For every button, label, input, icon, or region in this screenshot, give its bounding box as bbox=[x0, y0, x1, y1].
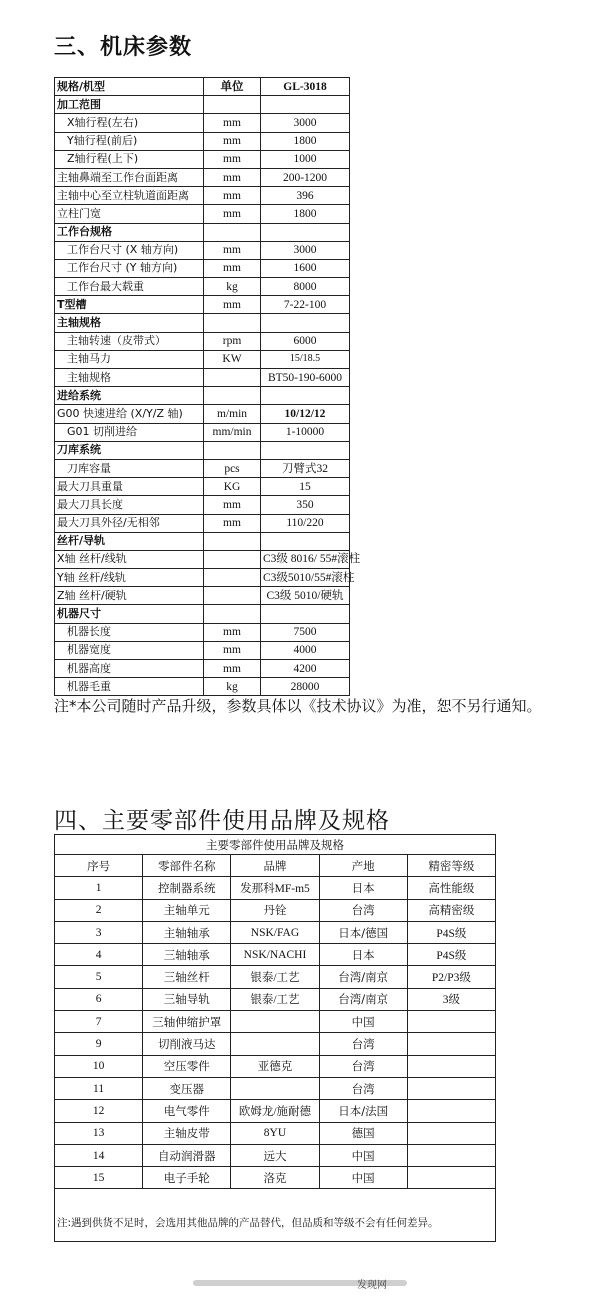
spec-row bbox=[55, 569, 350, 587]
spec-section-empty bbox=[204, 387, 261, 405]
spec-section-row bbox=[55, 532, 350, 550]
parts-row bbox=[55, 899, 496, 921]
parts-cell: 发那科MF-m5 bbox=[231, 877, 319, 899]
parts-note: 注:遇到供货不足时，会选用其他品牌的产品替代，但品质和等级不会有任何差异。 bbox=[55, 1203, 496, 1242]
parts-cell: 电子手轮 bbox=[143, 1167, 231, 1189]
spec-row bbox=[55, 623, 350, 641]
spec-section-empty bbox=[204, 605, 261, 623]
parts-cell: 银泰/工艺 bbox=[231, 988, 319, 1010]
spec-label: 最大刀具重量 bbox=[55, 478, 204, 496]
parts-cell: 中国 bbox=[319, 1144, 407, 1166]
parts-cell bbox=[231, 1033, 319, 1055]
parts-cell bbox=[231, 1011, 319, 1033]
spec-label: 机器高度 bbox=[55, 660, 204, 678]
parts-table-title: 主要零部件使用品牌及规格 bbox=[55, 835, 496, 855]
spec-value: 396 bbox=[261, 187, 350, 205]
parts-row bbox=[55, 988, 496, 1010]
parts-cell: 三轴丝杆 bbox=[143, 966, 231, 988]
spec-row bbox=[55, 459, 350, 477]
spec-unit: mm bbox=[204, 114, 261, 132]
spec-section-label: 主轴规格 bbox=[55, 314, 204, 332]
spec-row bbox=[55, 132, 350, 150]
parts-cell bbox=[407, 1055, 495, 1077]
spec-section-empty bbox=[261, 532, 350, 550]
parts-cell: 中国 bbox=[319, 1167, 407, 1189]
spec-value: 15/18.5 bbox=[261, 350, 350, 368]
spec-label: 机器宽度 bbox=[55, 641, 204, 659]
parts-row bbox=[55, 1122, 496, 1144]
spec-section-empty bbox=[261, 314, 350, 332]
spec-unit bbox=[204, 587, 261, 605]
parts-brand-table bbox=[54, 834, 496, 1242]
spec-section-label: 机器尺寸 bbox=[55, 605, 204, 623]
parts-cell: 丹铨 bbox=[231, 899, 319, 921]
parts-row bbox=[55, 1011, 496, 1033]
spec-unit: KG bbox=[204, 478, 261, 496]
spec-section-empty bbox=[204, 532, 261, 550]
spec-note: 注*本公司随时产品升级，参数具体以《技术协议》为准，恕不另行通知。 bbox=[54, 697, 542, 715]
spec-unit bbox=[204, 569, 261, 587]
spec-unit: mm bbox=[204, 496, 261, 514]
parts-row bbox=[55, 1144, 496, 1166]
spec-section-row bbox=[55, 387, 350, 405]
parts-cell: NSK/FAG bbox=[231, 921, 319, 943]
spec-section-empty bbox=[261, 223, 350, 241]
spec-row bbox=[55, 660, 350, 678]
parts-cell: 控制器系统 bbox=[143, 877, 231, 899]
spec-label: 工作台尺寸 (Y 轴方向) bbox=[55, 259, 204, 277]
spec-label: G01 切削进给 bbox=[55, 423, 204, 441]
spec-value: 1800 bbox=[261, 132, 350, 150]
spec-label: Z轴 丝杆/硬轨 bbox=[55, 587, 204, 605]
spec-label: 刀库容量 bbox=[55, 459, 204, 477]
parts-cell: 高性能级 bbox=[407, 877, 495, 899]
spec-label: 机器长度 bbox=[55, 623, 204, 641]
parts-header-cell: 精密等级 bbox=[407, 855, 495, 877]
parts-header-row bbox=[55, 855, 496, 877]
parts-cell: 高精密级 bbox=[407, 899, 495, 921]
spec-section-label: 丝杆/导轨 bbox=[55, 532, 204, 550]
spec-row bbox=[55, 550, 350, 568]
parts-row bbox=[55, 1055, 496, 1077]
parts-cell: 日本 bbox=[319, 877, 407, 899]
parts-cell bbox=[407, 1144, 495, 1166]
spec-row bbox=[55, 423, 350, 441]
spec-label: X轴行程(左右) bbox=[55, 114, 204, 132]
section-4-title: 四、主要零部件使用品牌及规格 bbox=[54, 808, 390, 834]
spec-value: BT50-190-6000 bbox=[261, 369, 350, 387]
spec-value: 1600 bbox=[261, 259, 350, 277]
spec-unit: mm bbox=[204, 641, 261, 659]
spec-label: G00 快速进给 (X/Y/Z 轴) bbox=[55, 405, 204, 423]
parts-cell: 10 bbox=[55, 1055, 143, 1077]
parts-cell: 自动润滑器 bbox=[143, 1144, 231, 1166]
parts-cell: P4S级 bbox=[407, 921, 495, 943]
spec-value: 1000 bbox=[261, 150, 350, 168]
machine-spec-table bbox=[54, 77, 361, 696]
parts-cell: 变压器 bbox=[143, 1077, 231, 1099]
parts-header-cell: 品牌 bbox=[231, 855, 319, 877]
spec-row bbox=[55, 168, 350, 186]
parts-cell bbox=[407, 1077, 495, 1099]
spec-unit: mm bbox=[204, 259, 261, 277]
parts-cell bbox=[407, 1011, 495, 1033]
spec-value: 1800 bbox=[261, 205, 350, 223]
spec-section-label: 进给系统 bbox=[55, 387, 204, 405]
spec-row bbox=[55, 296, 350, 314]
spec-section-empty bbox=[261, 387, 350, 405]
spec-row bbox=[55, 496, 350, 514]
spec-row bbox=[55, 259, 350, 277]
parts-row bbox=[55, 1100, 496, 1122]
spec-section-empty bbox=[204, 96, 261, 114]
parts-cell: 主轴皮带 bbox=[143, 1122, 231, 1144]
spec-value: 3000 bbox=[261, 114, 350, 132]
spec-unit bbox=[204, 369, 261, 387]
spec-label: 立柱门宽 bbox=[55, 205, 204, 223]
spec-value: 6000 bbox=[261, 332, 350, 350]
parts-cell: 9 bbox=[55, 1033, 143, 1055]
spec-value: 110/220 bbox=[261, 514, 350, 532]
spec-unit bbox=[204, 550, 261, 568]
parts-cell: 电气零件 bbox=[143, 1100, 231, 1122]
parts-cell: 主轴单元 bbox=[143, 899, 231, 921]
parts-cell: 主轴轴承 bbox=[143, 921, 231, 943]
spec-section-empty bbox=[204, 314, 261, 332]
spec-value: C3级 8016/ 55#滚柱 bbox=[261, 550, 350, 568]
spec-label: 主轴中心至立柱轨道面距离 bbox=[55, 187, 204, 205]
spec-label: 工作台尺寸 (X 轴方向) bbox=[55, 241, 204, 259]
spec-section-row bbox=[55, 441, 350, 459]
spec-row bbox=[55, 332, 350, 350]
spec-value: 350 bbox=[261, 496, 350, 514]
spec-header-cell: 单位 bbox=[204, 78, 261, 96]
parts-row bbox=[55, 1033, 496, 1055]
spec-row bbox=[55, 278, 350, 296]
parts-row bbox=[55, 1167, 496, 1189]
parts-cell: 1 bbox=[55, 877, 143, 899]
parts-cell: 台湾 bbox=[319, 1033, 407, 1055]
parts-row bbox=[55, 877, 496, 899]
parts-cell bbox=[407, 1167, 495, 1189]
parts-header-cell: 序号 bbox=[55, 855, 143, 877]
spec-section-label: 加工范围 bbox=[55, 96, 204, 114]
spec-section-label: 工作台规格 bbox=[55, 223, 204, 241]
parts-cell: 3 bbox=[55, 921, 143, 943]
spec-unit: mm bbox=[204, 514, 261, 532]
spec-label: 机器毛重 bbox=[55, 678, 204, 696]
parts-cell: 日本/法国 bbox=[319, 1100, 407, 1122]
parts-cell: 2 bbox=[55, 899, 143, 921]
spec-unit: m/min bbox=[204, 405, 261, 423]
spec-unit: mm bbox=[204, 623, 261, 641]
spec-value: 4200 bbox=[261, 660, 350, 678]
spec-label: 主轴马力 bbox=[55, 350, 204, 368]
spec-value: 200-1200 bbox=[261, 168, 350, 186]
parts-cell: 空压零件 bbox=[143, 1055, 231, 1077]
parts-cell: NSK/NACHI bbox=[231, 944, 319, 966]
parts-cell: 中国 bbox=[319, 1011, 407, 1033]
spec-unit: pcs bbox=[204, 459, 261, 477]
parts-cell: 洛克 bbox=[231, 1167, 319, 1189]
parts-row bbox=[55, 1077, 496, 1099]
spec-value: 7-22-100 bbox=[261, 296, 350, 314]
spec-unit: rpm bbox=[204, 332, 261, 350]
spec-row bbox=[55, 114, 350, 132]
spec-section-row bbox=[55, 605, 350, 623]
spec-unit: mm bbox=[204, 150, 261, 168]
spec-section-empty bbox=[261, 441, 350, 459]
spec-row bbox=[55, 205, 350, 223]
parts-note-row bbox=[55, 1203, 496, 1242]
parts-cell: 14 bbox=[55, 1144, 143, 1166]
parts-row bbox=[55, 921, 496, 943]
spec-section-empty bbox=[204, 441, 261, 459]
spec-label: 主轴鼻端至工作台面距离 bbox=[55, 168, 204, 186]
parts-header-cell: 产地 bbox=[319, 855, 407, 877]
spec-row bbox=[55, 514, 350, 532]
parts-cell bbox=[407, 1100, 495, 1122]
spec-unit: mm bbox=[204, 296, 261, 314]
spec-row bbox=[55, 187, 350, 205]
parts-gap-row bbox=[55, 1189, 496, 1204]
parts-row bbox=[55, 944, 496, 966]
spec-label: X轴 丝杆/线轨 bbox=[55, 550, 204, 568]
parts-gap-cell bbox=[55, 1189, 496, 1204]
spec-section-row bbox=[55, 314, 350, 332]
parts-cell: 6 bbox=[55, 988, 143, 1010]
parts-cell: 三轴轴承 bbox=[143, 944, 231, 966]
parts-cell: P4S级 bbox=[407, 944, 495, 966]
spec-label: Y轴 丝杆/线轨 bbox=[55, 569, 204, 587]
parts-cell: 台湾 bbox=[319, 899, 407, 921]
parts-cell: 8YU bbox=[231, 1122, 319, 1144]
spec-unit: mm/min bbox=[204, 423, 261, 441]
spec-header-cell: GL-3018 bbox=[261, 78, 350, 96]
parts-cell: P2/P3级 bbox=[407, 966, 495, 988]
spec-row bbox=[55, 241, 350, 259]
spec-unit: mm bbox=[204, 187, 261, 205]
parts-cell: 德国 bbox=[319, 1122, 407, 1144]
spec-value: 7500 bbox=[261, 623, 350, 641]
parts-cell: 4 bbox=[55, 944, 143, 966]
parts-cell: 日本 bbox=[319, 944, 407, 966]
spec-section-label: 刀库系统 bbox=[55, 441, 204, 459]
parts-cell: 三轴导轨 bbox=[143, 988, 231, 1010]
spec-value: 10/12/12 bbox=[261, 405, 350, 423]
spec-section-empty bbox=[204, 223, 261, 241]
spec-header-row bbox=[55, 78, 350, 96]
spec-value: C3级5010/55#滚柱 bbox=[261, 569, 350, 587]
watermark: 发现网 bbox=[357, 1280, 387, 1291]
spec-value: 刀臂式32 bbox=[261, 459, 350, 477]
parts-cell: 12 bbox=[55, 1100, 143, 1122]
spec-header-cell: 规格/机型 bbox=[55, 78, 204, 96]
parts-cell bbox=[407, 1122, 495, 1144]
spec-unit: kg bbox=[204, 678, 261, 696]
spec-value: 8000 bbox=[261, 278, 350, 296]
parts-header-cell: 零部件名称 bbox=[143, 855, 231, 877]
spec-section-row bbox=[55, 96, 350, 114]
spec-value: 1-10000 bbox=[261, 423, 350, 441]
parts-cell bbox=[407, 1033, 495, 1055]
spec-value: 15 bbox=[261, 478, 350, 496]
spec-value: 3000 bbox=[261, 241, 350, 259]
parts-cell: 切削液马达 bbox=[143, 1033, 231, 1055]
spec-row bbox=[55, 369, 350, 387]
parts-cell: 台湾/南京 bbox=[319, 966, 407, 988]
parts-row bbox=[55, 966, 496, 988]
spec-label: T型槽 bbox=[55, 296, 204, 314]
spec-label: 工作台最大载重 bbox=[55, 278, 204, 296]
parts-cell: 台湾 bbox=[319, 1055, 407, 1077]
spec-row bbox=[55, 350, 350, 368]
spec-label: 最大刀具外径/无相邻 bbox=[55, 514, 204, 532]
parts-cell: 5 bbox=[55, 966, 143, 988]
parts-cell: 远大 bbox=[231, 1144, 319, 1166]
spec-section-empty bbox=[261, 605, 350, 623]
spec-label: 主轴转速（皮带式） bbox=[55, 332, 204, 350]
parts-cell bbox=[231, 1077, 319, 1099]
parts-cell: 11 bbox=[55, 1077, 143, 1099]
parts-cell: 台湾 bbox=[319, 1077, 407, 1099]
parts-cell: 13 bbox=[55, 1122, 143, 1144]
spec-label: Z轴行程(上下) bbox=[55, 150, 204, 168]
spec-section-row bbox=[55, 223, 350, 241]
spec-unit: KW bbox=[204, 350, 261, 368]
parts-cell: 台湾/南京 bbox=[319, 988, 407, 1010]
spec-section-empty bbox=[261, 96, 350, 114]
parts-cell: 银泰/工艺 bbox=[231, 966, 319, 988]
parts-cell: 欧姆龙/施耐德 bbox=[231, 1100, 319, 1122]
spec-unit: mm bbox=[204, 205, 261, 223]
spec-label: 主轴规格 bbox=[55, 369, 204, 387]
spec-row bbox=[55, 678, 350, 696]
spec-row bbox=[55, 587, 350, 605]
spec-unit: mm bbox=[204, 241, 261, 259]
spec-value: 28000 bbox=[261, 678, 350, 696]
section-3-title: 三、机床参数 bbox=[54, 35, 193, 60]
parts-cell: 三轴伸缩护罩 bbox=[143, 1011, 231, 1033]
spec-row bbox=[55, 405, 350, 423]
spec-unit: mm bbox=[204, 168, 261, 186]
parts-cell: 15 bbox=[55, 1167, 143, 1189]
spec-unit: mm bbox=[204, 132, 261, 150]
spec-unit: kg bbox=[204, 278, 261, 296]
parts-cell: 3级 bbox=[407, 988, 495, 1010]
parts-cell: 日本/德国 bbox=[319, 921, 407, 943]
spec-row bbox=[55, 150, 350, 168]
parts-cell: 7 bbox=[55, 1011, 143, 1033]
spec-row bbox=[55, 478, 350, 496]
parts-cell: 亚德克 bbox=[231, 1055, 319, 1077]
spec-unit: mm bbox=[204, 660, 261, 678]
spec-row bbox=[55, 641, 350, 659]
spec-label: 最大刀具长度 bbox=[55, 496, 204, 514]
spec-label: Y轴行程(前后) bbox=[55, 132, 204, 150]
spec-value: C3级 5010/硬轨 bbox=[261, 587, 350, 605]
spec-value: 4000 bbox=[261, 641, 350, 659]
